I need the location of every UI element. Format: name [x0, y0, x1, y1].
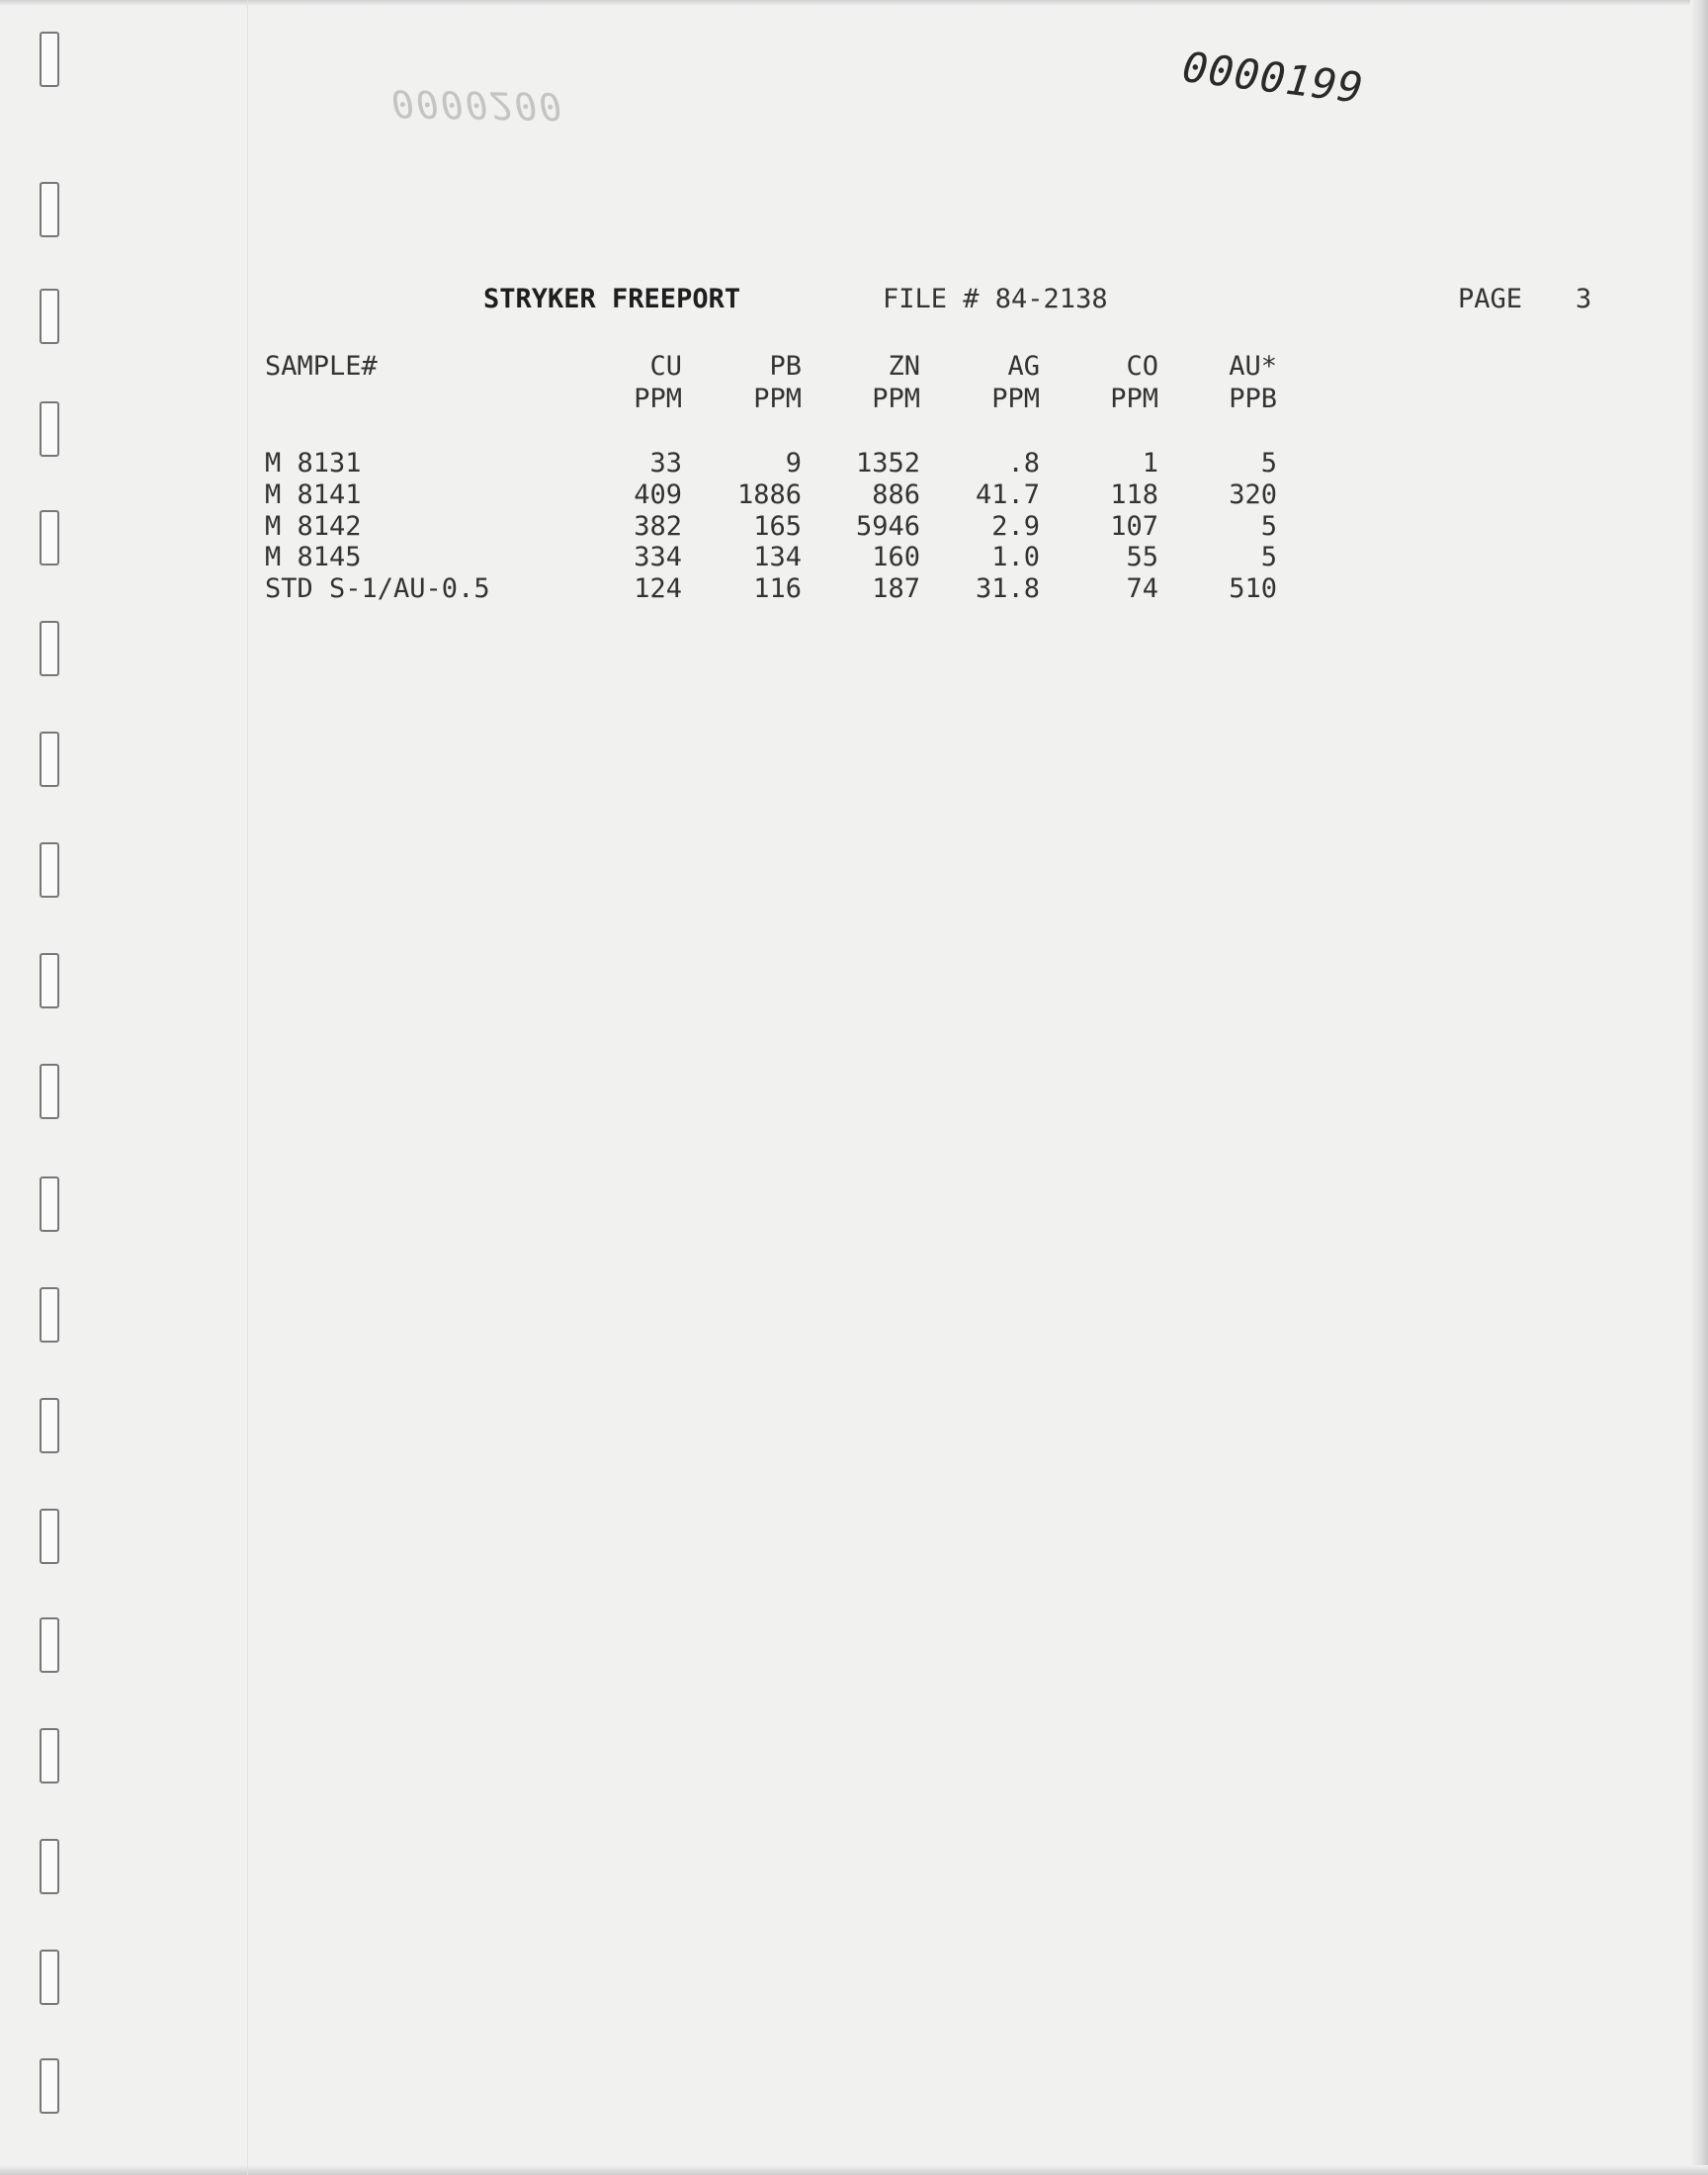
sample-id: M 8141	[265, 479, 362, 510]
sample-id: M 8131	[265, 448, 362, 478]
tractor-hole	[40, 1617, 59, 1673]
column-header-element: PB	[769, 351, 802, 382]
tractor-hole	[40, 732, 59, 787]
table-cell: .8	[1007, 448, 1040, 478]
table-cell: 5	[1260, 448, 1277, 478]
table-cell: 41.7	[975, 479, 1040, 510]
table-cell: 1886	[736, 479, 802, 510]
table-cell: 1	[1142, 448, 1158, 478]
table-cell: 510	[1229, 573, 1277, 604]
table-cell: 107	[1110, 511, 1158, 542]
table-cell: 55	[1126, 542, 1158, 572]
table-cell: 320	[1229, 479, 1277, 510]
page-label: PAGE	[1458, 284, 1523, 314]
tractor-hole	[40, 1398, 59, 1453]
table-cell: 31.8	[975, 573, 1040, 604]
page-right-edge	[1690, 0, 1708, 2175]
table-cell: 1352	[855, 448, 920, 478]
tractor-hole	[40, 510, 59, 566]
tractor-hole	[40, 182, 59, 237]
file-number: FILE # 84-2138	[883, 284, 1108, 314]
table-cell: 5946	[855, 511, 920, 542]
tractor-hole	[40, 621, 59, 676]
tractor-hole	[40, 289, 59, 344]
column-header-element: AU*	[1229, 351, 1277, 382]
tractor-hole	[40, 1176, 59, 1232]
column-header-unit: PPB	[1229, 384, 1277, 414]
column-header-unit: PPM	[1110, 384, 1158, 414]
table-cell: 2.9	[991, 511, 1040, 542]
column-header-element: ZN	[888, 351, 920, 382]
column-header-unit: PPM	[753, 384, 802, 414]
table-cell: 5	[1260, 511, 1277, 542]
tractor-hole	[40, 1064, 59, 1119]
table-cell: 187	[872, 573, 920, 604]
table-cell: 409	[634, 479, 682, 510]
table-cell: 165	[753, 511, 802, 542]
table-cell: 134	[753, 542, 802, 572]
table-cell: 9	[785, 448, 802, 478]
tractor-hole	[40, 401, 59, 457]
sample-id: STD S-1/AU-0.5	[265, 573, 490, 604]
tractor-feed-strip	[0, 0, 75, 2175]
sample-id: M 8142	[265, 511, 362, 542]
tractor-hole	[40, 842, 59, 898]
table-cell: 33	[649, 448, 682, 478]
perforation-line	[247, 0, 248, 2175]
tractor-hole	[40, 1950, 59, 2005]
column-header-unit: PPM	[991, 384, 1040, 414]
tractor-hole	[40, 32, 59, 87]
table-cell: 74	[1126, 573, 1158, 604]
table-cell: 160	[872, 542, 920, 572]
table-cell: 334	[634, 542, 682, 572]
table-cell: 5	[1260, 542, 1277, 572]
column-header-unit: PPM	[872, 384, 920, 414]
table-cell: 116	[753, 573, 802, 604]
table-cell: 886	[872, 479, 920, 510]
sample-column-header: SAMPLE#	[265, 351, 378, 382]
company-name: STRYKER FREEPORT	[483, 284, 741, 314]
table-cell: 124	[634, 573, 682, 604]
table-cell: 382	[634, 511, 682, 542]
page-top-edge	[0, 0, 1708, 6]
page-bottom-edge	[0, 2165, 1708, 2175]
page-number: 3	[1576, 284, 1592, 314]
document-number-stamp: 0000199	[1179, 42, 1367, 114]
column-header-element: AG	[1007, 351, 1040, 382]
table-cell: 1.0	[991, 542, 1040, 572]
table-cell: 118	[1110, 479, 1158, 510]
tractor-hole	[40, 953, 59, 1008]
column-header-element: CO	[1126, 351, 1158, 382]
column-header-element: CU	[649, 351, 682, 382]
tractor-hole	[40, 2058, 59, 2114]
faint-document-number-stamp: 0000200	[390, 81, 564, 129]
sample-id: M 8145	[265, 542, 362, 572]
tractor-hole	[40, 1728, 59, 1784]
tractor-hole	[40, 1509, 59, 1564]
column-header-unit: PPM	[634, 384, 682, 414]
tractor-hole	[40, 1839, 59, 1894]
tractor-hole	[40, 1287, 59, 1343]
